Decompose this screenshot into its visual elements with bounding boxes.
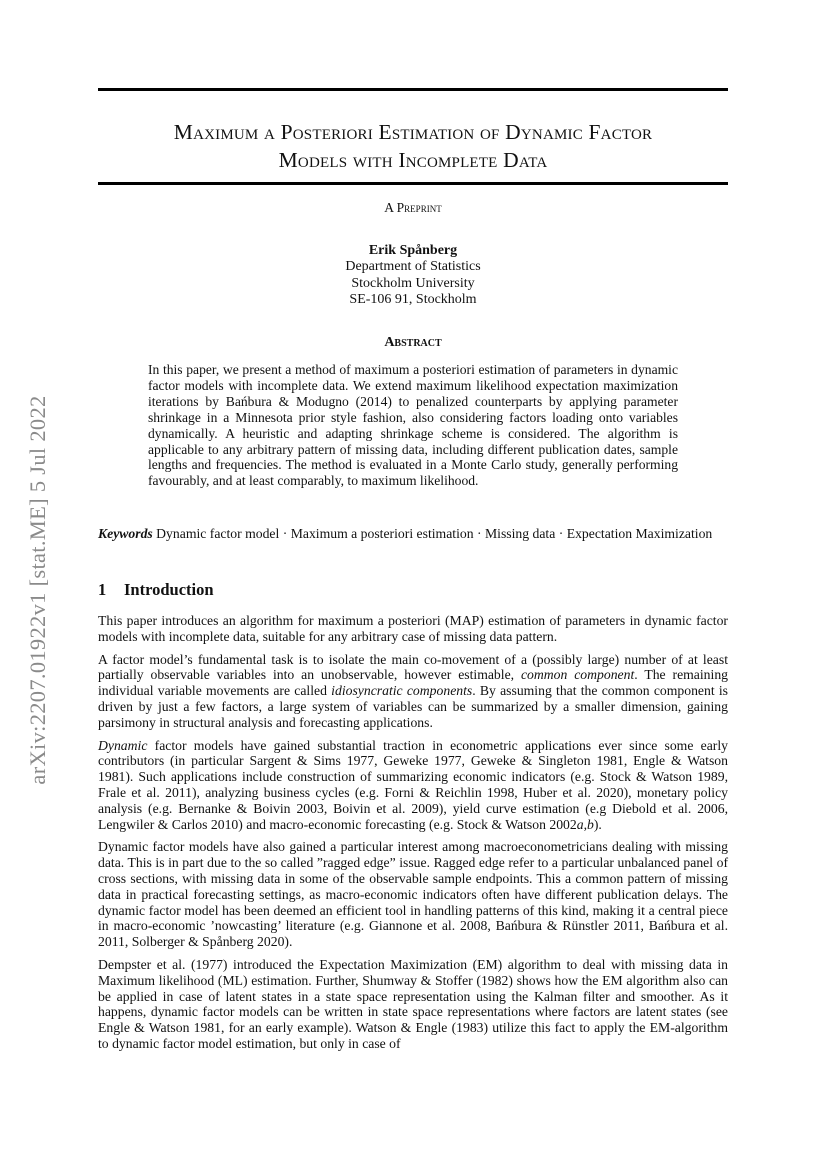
author-name: Erik Spånberg bbox=[368, 243, 458, 258]
paragraph-1: This paper introduces an algorithm for maximum a posteriori (MAP) estimation of parameters in dynamic factor models with incomplete data, suitable for any arbitrary case of missing data pattern. bbox=[98, 613, 728, 644]
paragraph-3: Dynamic factor models have gained substantial traction in econometric applications ever since some early contributors (in particular Sargent & Sims 1977, Geweke 1977, Geweke & Singleton 1981, Engle & Watson 1981). Such applications include construction of summarizing economic indicators (e.g. Stock & Watson 1989, Frale et al. 2011), analyzing business cycles (e.g. Forni & Reichlin 1998, Huber et al. 2020), monetary policy analysis (e.g. Bernanke & Boivin 2003, Boivin et al. 2009), yield curve estimation (e.g Diebold et al. 2006, Lengwiler & Carlos 2010) and macro-economic forecasting (e.g. Stock & Watson 2002a,b). bbox=[98, 737, 728, 832]
abstract-heading: Abstract bbox=[384, 335, 442, 350]
paragraph-4: Dynamic factor models have also gained a particular interest among macroeconometricians dealing with missing data. This is in part due to the so called ”ragged edge” issue. Ragged edge refer to a particular unbalanced panel of cross sections, with missing data in some of the observable sample endpoints. This a common pattern of missing data in practical forecasting settings, as macro-economic indicators often have different publication delays. The dynamic factor model has been deemed an efficient tool in handling patterns of this kind, making it a central piece in macro-economic ’nowcasting’ literature (e.g. Giannone et al. 2008, Bańbura & Rünstler 2011, Bańbura et al. 2011, Solberger & Spånberg 2020). bbox=[98, 839, 728, 950]
term-dynamic: Dynamic bbox=[98, 737, 148, 753]
author-university: Stockholm University bbox=[351, 275, 475, 291]
term-common-component: common component bbox=[520, 667, 635, 683]
term-idiosyncratic-components: idiosyncratic components bbox=[331, 683, 473, 699]
keywords-text: Dynamic factor model · Maximum a posteriori estimation · Missing data · Expectation Maximization bbox=[156, 526, 713, 541]
title-line-1: Maximum a Posteriori Estimation of Dynamic Factor bbox=[173, 120, 653, 144]
abstract-text: In this paper, we present a method of maximum a posteriori estimation of parameters in dynamic factor models with incomplete data. We extend maximum likelihood expectation maximization iterations by Bańbura & Modugno (2014) to penalized counterparts by applying parameter shrinkage in a Minnesota prior style fashion, also considering factors loading onto variables dynamically. A heuristic and adapting shrinkage scheme is considered. The algorithm is applicable to any arbitrary pattern of missing data, including different publication dates, sample lengths and frequencies. The method is evaluated in a Monte Carlo study, generally performing favourably, and at least comparably, to maximum likelihood. bbox=[148, 362, 678, 489]
author-address: SE-106 91, Stockholm bbox=[349, 291, 477, 307]
title-bottom-rule bbox=[98, 182, 728, 185]
section-heading bbox=[98, 580, 214, 600]
paragraph-2: A factor model’s fundamental task is to isolate the main co-movement of a (possibly large) number of at least partially observable variables into an unobservable, however estimable, common component. The remaining individual variable movements are called idiosyncratic components. By assuming that the common component is driven by just a few factors, a large system of variables can be summarized by a smaller dimension, gaining parsimony in structural analysis and forecasting applications. bbox=[98, 651, 729, 730]
title-line-2: Models with Incomplete Data bbox=[278, 148, 548, 172]
author-department: Department of Statistics bbox=[345, 259, 481, 275]
section-number: 1 bbox=[98, 580, 107, 599]
paper-title bbox=[98, 118, 728, 174]
introduction-body bbox=[98, 613, 728, 1059]
arxiv-identifier: arXiv:2207.01922v1 [stat.ME] 5 Jul 2022 bbox=[25, 395, 50, 785]
preprint-label: A Preprint bbox=[384, 200, 442, 215]
title-top-rule bbox=[98, 88, 728, 91]
author-block bbox=[98, 243, 728, 308]
keywords bbox=[98, 526, 728, 542]
section-title: Introduction bbox=[124, 580, 214, 599]
keywords-label: Keywords bbox=[98, 526, 153, 541]
paragraph-5: Dempster et al. (1977) introduced the Expectation Maximization (EM) algorithm to deal with missing data in Maximum likelihood (ML) estimation. Further, Shumway & Stoffer (1982) shows how the EM algorithm also can be applied in case of latent states in a state space representation using the Kalman filter and smoother. As it happens, dynamic factor models can be written in state space representations where factors are latent states (see Engle & Watson 1981, for an early example). Watson & Engle (1983) utilize this fact to apply the EM-algorithm to dynamic factor model estimation, but only in case of bbox=[98, 956, 728, 1051]
